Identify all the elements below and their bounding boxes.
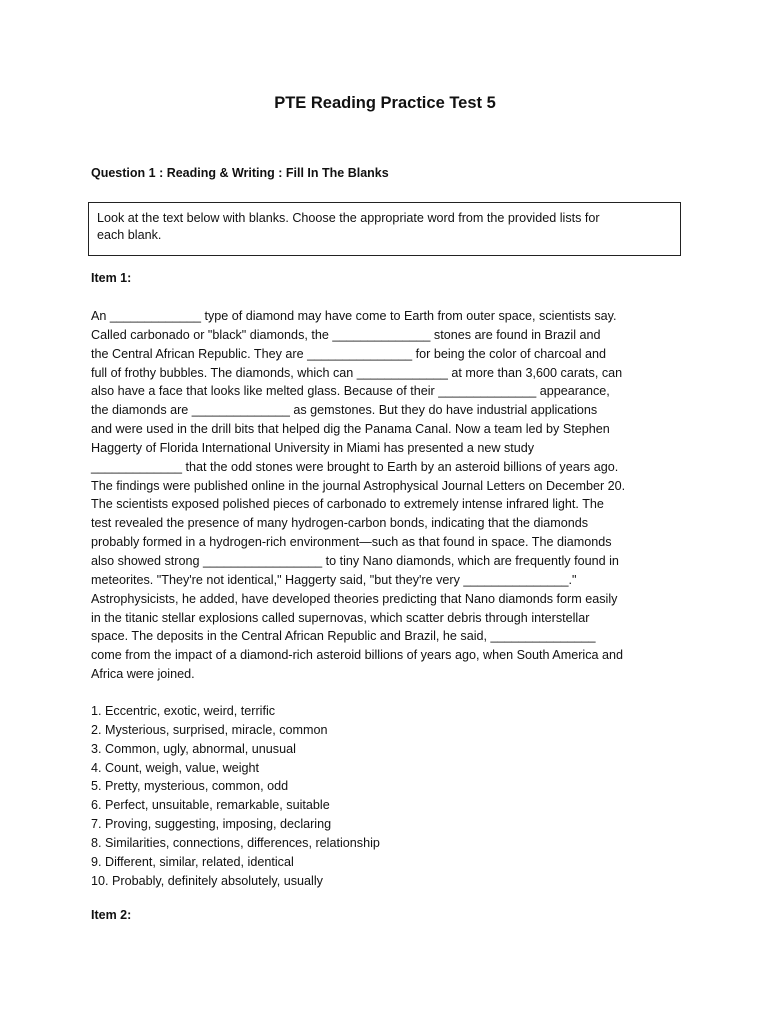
- passage-line: The scientists exposed polished pieces of carbonado to extremely intense infrared light. The: [91, 497, 604, 512]
- option-item: 10. Probably, definitely absolutely, usually: [91, 873, 323, 888]
- item-2-heading: Item 2:: [91, 908, 132, 922]
- passage-line: full of frothy bubbles. The diamonds, which can _____________ at more than 3,600 carats, can: [91, 365, 623, 380]
- option-item: 2. Mysterious, surprised, miracle, common: [91, 722, 328, 737]
- passage-line: in the titanic stellar explosions called supernovas, which scatter debris through interstellar: [91, 610, 590, 625]
- option-item: 4. Count, weigh, value, weight: [91, 760, 260, 775]
- instruction-line: Look at the text below with blanks. Choose the appropriate word from the provided lists for: [97, 211, 600, 225]
- option-item: 3. Common, ugly, abnormal, unusual: [91, 741, 296, 756]
- option-item: 7. Proving, suggesting, imposing, declaring: [91, 817, 332, 832]
- passage-line: Called carbonado or "black" diamonds, the ______________ stones are found in Brazil and: [91, 327, 601, 342]
- options-list: [91, 702, 380, 890]
- passage-line: the Central African Republic. They are _______________ for being the color of charcoal and: [91, 346, 607, 361]
- passage-line: _____________ that the odd stones were brought to Earth by an asteroid billions of years ago.: [91, 459, 619, 474]
- option-item: 8. Similarities, connections, differences, relationship: [91, 835, 380, 850]
- passage-line: test revealed the presence of many hydrogen-carbon bonds, indicating that the diamonds: [91, 516, 589, 531]
- option-item: 9. Different, similar, related, identical: [91, 854, 294, 869]
- passage-line: An _____________ type of diamond may have come to Earth from outer space, scientists say.: [91, 309, 617, 323]
- option-item: 1. Eccentric, exotic, weird, terrific: [91, 704, 276, 718]
- instruction-box: [88, 202, 681, 256]
- passage: [91, 307, 684, 684]
- item-1-heading: Item 1:: [91, 271, 132, 285]
- instruction-line: each blank.: [97, 228, 162, 242]
- passage-line: meteorites. "They're not identical," Haggerty said, "but they're very _______________.": [91, 572, 577, 587]
- option-item: 6. Perfect, unsuitable, remarkable, suitable: [91, 798, 330, 813]
- passage-line: Astrophysicists, he added, have developed theories predicting that Nano diamonds form easily: [91, 591, 618, 606]
- question-heading: Question 1 : Reading & Writing : Fill In The Blanks: [91, 166, 389, 180]
- passage-line: the diamonds are ______________ as gemstones. But they do have industrial applications: [91, 403, 598, 418]
- passage-line: Haggerty of Florida International University in Miami has presented a new study: [91, 440, 535, 455]
- option-item: 5. Pretty, mysterious, common, odd: [91, 779, 289, 794]
- passage-line: space. The deposits in the Central African Republic and Brazil, he said, _______________: [91, 629, 596, 644]
- passage-line: Africa were joined.: [91, 667, 195, 682]
- passage-line: also showed strong _________________ to tiny Nano diamonds, which are frequently found in: [91, 553, 619, 568]
- passage-line: The findings were published online in the journal Astrophysical Journal Letters on December 20.: [91, 478, 626, 493]
- page-title: PTE Reading Practice Test 5: [274, 94, 496, 112]
- passage-line: and were used in the drill bits that helped dig the Panama Canal. Now a team led by Stephen: [91, 422, 610, 437]
- passage-line: also have a face that looks like melted glass. Because of their ______________ appearance,: [91, 384, 610, 399]
- passage-line: probably formed in a hydrogen-rich environment—such as that found in space. The diamonds: [91, 535, 612, 550]
- passage-line: come from the impact of a diamond-rich asteroid billions of years ago, when South America and: [91, 648, 624, 663]
